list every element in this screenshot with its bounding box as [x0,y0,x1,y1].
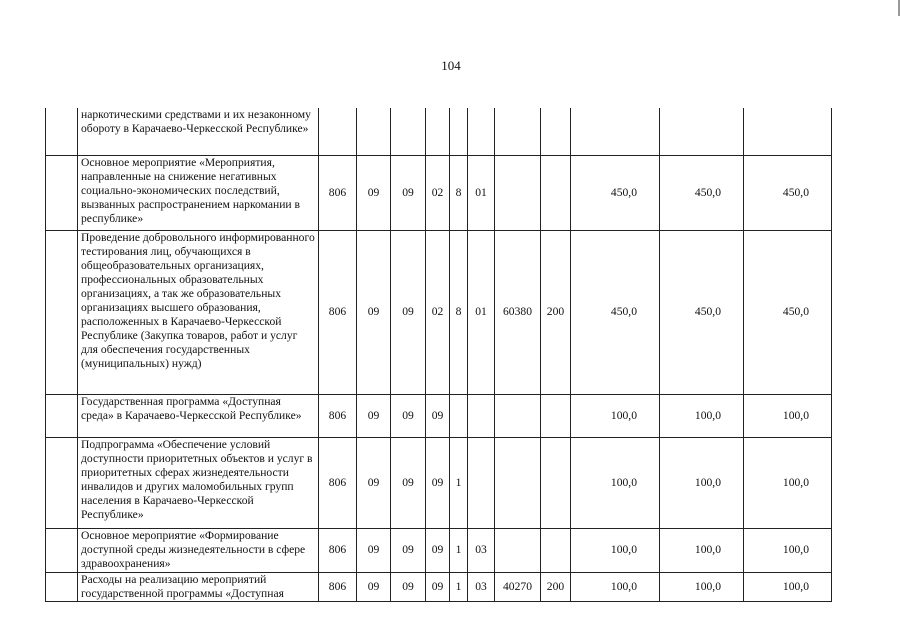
row-index-cell [46,108,78,155]
direction-cell [495,108,541,155]
amount-year-3: 100,0 [744,528,832,572]
amount-year-1: 100,0 [571,437,660,528]
amount-year-2: 100,0 [660,394,744,437]
subsection-cell: 09 [391,155,426,230]
main-activity-cell [468,394,495,437]
main-activity-cell: 01 [468,155,495,230]
amount-year-2: 450,0 [660,230,744,394]
grbs-cell: 806 [319,572,357,601]
grbs-cell: 806 [319,394,357,437]
program-cell: 09 [426,437,450,528]
direction-cell [495,394,541,437]
program-cell [426,108,450,155]
amount-year-1: 450,0 [571,230,660,394]
row-name: Основное мероприятие «Формирование доступной среды жизнедеятельности в сфере здравоохранения» [78,528,319,572]
amount-year-3: 450,0 [744,230,832,394]
table-row [46,230,832,394]
amount-year-3: 450,0 [744,155,832,230]
grbs-cell: 806 [319,437,357,528]
row-name: Основное мероприятие «Мероприятия, направленные на снижение негативных социально-экономических последствий, вызванных распространением наркомании в республике» [78,155,319,230]
subprogram-cell: 1 [450,437,468,528]
direction-cell [495,155,541,230]
row-name: Расходы на реализацию мероприятий государственной программы «Доступная [78,572,319,601]
subsection-cell: 09 [391,394,426,437]
subprogram-cell [450,108,468,155]
subsection-cell [391,108,426,155]
expense-type-cell [541,437,571,528]
row-name: Подпрограмма «Обеспечение условий доступности приоритетных объектов и услуг в приоритетных сферах жизнедеятельности инвалидов и других маломобильных групп населения в Карачаево-Черкесской Республике» [78,437,319,528]
table-row [46,155,832,230]
subprogram-cell: 1 [450,528,468,572]
row-index-cell [46,437,78,528]
row-name: наркотическими средствами и их незаконному обороту в Карачаево-Черкесской Республике» [78,108,319,155]
expense-type-cell: 200 [541,230,571,394]
amount-year-1: 100,0 [571,394,660,437]
section-cell: 09 [357,437,391,528]
amount-year-3: 100,0 [744,394,832,437]
subprogram-cell: 8 [450,230,468,394]
row-index-cell [46,572,78,601]
amount-year-2 [660,108,744,155]
program-cell: 02 [426,230,450,394]
direction-cell: 60380 [495,230,541,394]
table-row [46,394,832,437]
table-row [46,437,832,528]
row-index-cell [46,155,78,230]
amount-year-3 [744,108,832,155]
section-cell: 09 [357,528,391,572]
amount-year-1: 100,0 [571,528,660,572]
expense-type-cell [541,155,571,230]
direction-cell [495,528,541,572]
amount-year-3: 100,0 [744,572,832,601]
section-cell: 09 [357,230,391,394]
amount-year-2: 100,0 [660,572,744,601]
direction-cell: 40270 [495,572,541,601]
table-row [46,572,832,601]
subsection-cell: 09 [391,437,426,528]
subsection-cell: 09 [391,528,426,572]
subsection-cell: 09 [391,572,426,601]
row-index-cell [46,394,78,437]
expense-type-cell [541,108,571,155]
page-edge-mark [898,0,900,16]
table-row [46,528,832,572]
section-cell: 09 [357,572,391,601]
subsection-cell: 09 [391,230,426,394]
grbs-cell: 806 [319,155,357,230]
grbs-cell: 806 [319,230,357,394]
amount-year-3: 100,0 [744,437,832,528]
program-cell: 09 [426,528,450,572]
program-cell: 09 [426,394,450,437]
program-cell: 02 [426,155,450,230]
program-cell: 09 [426,572,450,601]
main-activity-cell: 03 [468,528,495,572]
main-activity-cell: 03 [468,572,495,601]
page-number: 104 [441,58,461,73]
budget-table [45,108,832,602]
section-cell [357,108,391,155]
amount-year-1: 450,0 [571,155,660,230]
amount-year-2: 100,0 [660,437,744,528]
expense-type-cell [541,394,571,437]
section-cell: 09 [357,394,391,437]
direction-cell [495,437,541,528]
main-activity-cell [468,108,495,155]
row-index-cell [46,528,78,572]
subprogram-cell [450,394,468,437]
row-name: Государственная программа «Доступная среда» в Карачаево-Черкесской Республике» [78,394,319,437]
expense-type-cell: 200 [541,572,571,601]
row-name: Проведение добровольного информированного тестирования лиц, обучающихся в общеобразовательных организациях, профессиональных образовательных организациях, а так же образовательных организациях высшего образования, расположенных в Карачаево-Черкесской Республике (Закупка товаров, работ и услуг для обеспечения государственных (муниципальных) нужд) [78,230,319,394]
main-activity-cell: 01 [468,230,495,394]
grbs-cell [319,108,357,155]
amount-year-2: 100,0 [660,528,744,572]
row-index-cell [46,230,78,394]
grbs-cell: 806 [319,528,357,572]
table-row [46,108,832,155]
amount-year-2: 450,0 [660,155,744,230]
subprogram-cell: 1 [450,572,468,601]
amount-year-1 [571,108,660,155]
expense-type-cell [541,528,571,572]
amount-year-1: 100,0 [571,572,660,601]
subprogram-cell: 8 [450,155,468,230]
section-cell: 09 [357,155,391,230]
main-activity-cell [468,437,495,528]
